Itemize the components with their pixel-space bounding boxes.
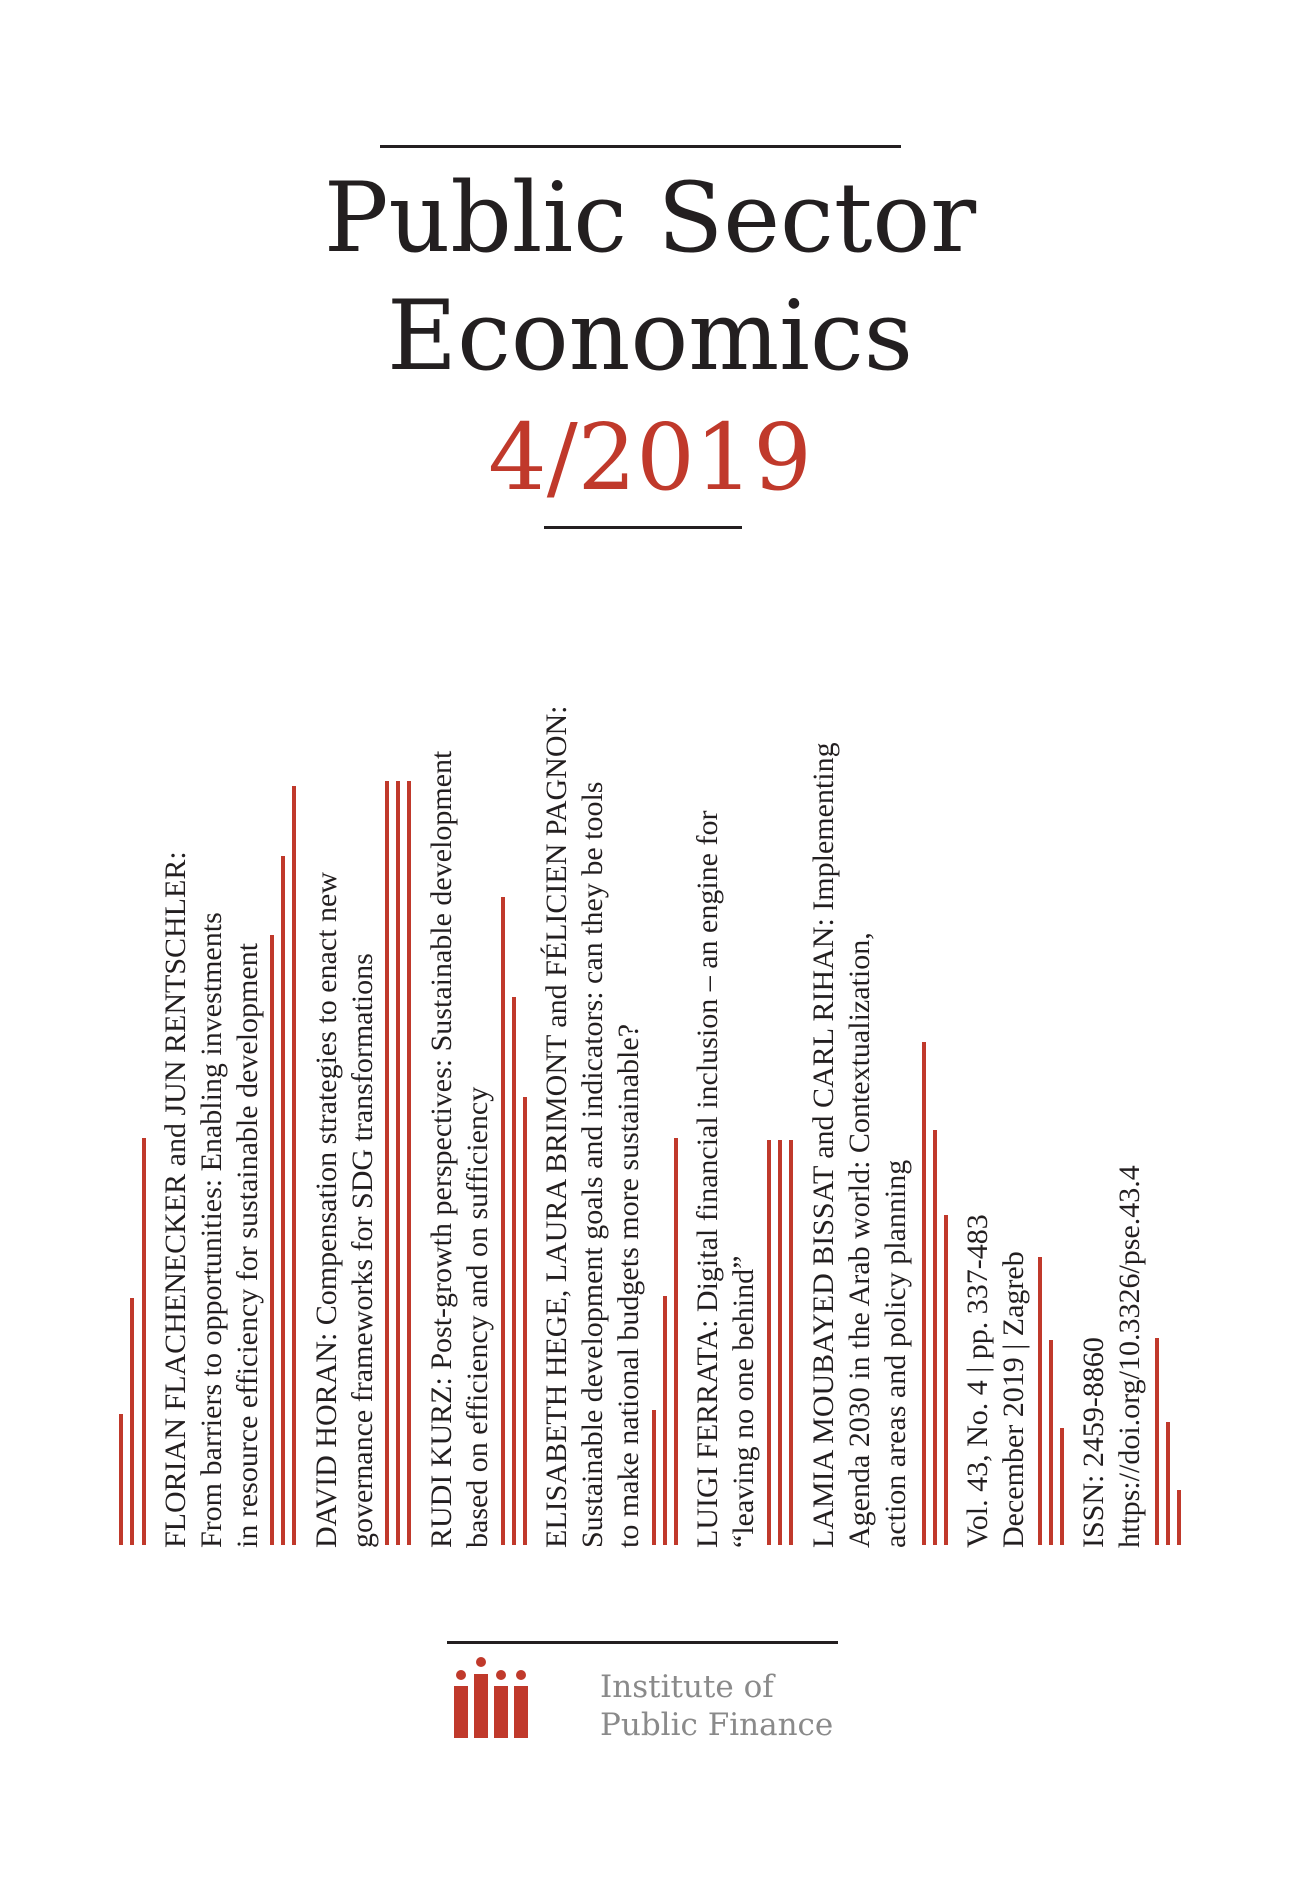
issue-info-line-1: Vol. 43, No. 4 | pp. 337-483 bbox=[961, 1214, 994, 1548]
bar bbox=[778, 1140, 782, 1545]
bar bbox=[1166, 1422, 1170, 1545]
publisher-name-line1: Institute of bbox=[600, 1669, 774, 1705]
bar bbox=[944, 1215, 948, 1545]
bar bbox=[933, 1130, 937, 1545]
logo-bar bbox=[514, 1686, 528, 1738]
article-5-line-2: “leaving no one behind” bbox=[727, 1255, 760, 1548]
logo-bar bbox=[494, 1686, 508, 1738]
issue-number: 4/2019 bbox=[488, 404, 812, 511]
doi-link: https://doi.org/10.3326/pse.43.4 bbox=[1113, 1165, 1146, 1548]
bar bbox=[652, 1410, 656, 1545]
article-4-line-2: Sustainable development goals and indicators: can they be tools bbox=[576, 781, 609, 1548]
bar bbox=[385, 781, 389, 1545]
article-4-line-1: ELISABETH HEGE, LAURA BRIMONT and FÉLICIEN PAGNON: bbox=[540, 705, 573, 1548]
bar bbox=[407, 781, 411, 1545]
issue-info-line-2: December 2019 | Zagreb bbox=[997, 1251, 1030, 1548]
bar bbox=[922, 1042, 926, 1545]
bar bbox=[1038, 1257, 1042, 1545]
article-4 bbox=[539, 706, 647, 1549]
article-6 bbox=[806, 742, 914, 1548]
bar bbox=[674, 1138, 678, 1545]
bar bbox=[501, 897, 505, 1545]
logo-dot bbox=[496, 1670, 506, 1680]
logo-dot bbox=[516, 1670, 526, 1680]
article-2-line-2: governance frameworks for SDG transformations bbox=[346, 953, 379, 1548]
article-2 bbox=[309, 872, 381, 1548]
bar bbox=[1049, 1340, 1053, 1545]
bar bbox=[1155, 1338, 1159, 1545]
issue-rule bbox=[544, 526, 742, 529]
article-3 bbox=[424, 751, 496, 1548]
logo-dot bbox=[476, 1657, 486, 1667]
bar bbox=[1060, 1428, 1064, 1545]
bar bbox=[396, 781, 400, 1545]
bar bbox=[281, 856, 285, 1545]
logo-bar bbox=[454, 1686, 468, 1738]
bar bbox=[789, 1140, 793, 1545]
journal-title-line1: Public Sector bbox=[323, 162, 977, 274]
bottom-rule bbox=[447, 1641, 838, 1644]
logo-bar bbox=[474, 1674, 488, 1738]
article-1-line-1: FLORIAN FLACHENECKER and JUN RENTSCHLER: bbox=[159, 851, 192, 1548]
bar bbox=[663, 1296, 667, 1545]
publisher-name-line2: Public Finance bbox=[600, 1707, 834, 1743]
logo-dot bbox=[456, 1670, 466, 1680]
article-3-line-2: based on efficiency and on sufficiency bbox=[461, 1086, 494, 1548]
bar bbox=[523, 1097, 527, 1545]
article-6-line-1: LAMIA MOUBAYED BISSAT and CARL RIHAN: Implementing bbox=[807, 742, 840, 1548]
bar bbox=[292, 786, 296, 1545]
bar bbox=[130, 1298, 134, 1545]
bar bbox=[270, 935, 274, 1545]
bar bbox=[142, 1138, 146, 1545]
article-5 bbox=[690, 811, 762, 1548]
article-4-line-3: to make national budgets more sustainable? bbox=[612, 1023, 645, 1548]
article-5-line-1: LUIGI FERRATA: Digital financial inclusion – an engine for bbox=[691, 810, 724, 1548]
article-1 bbox=[158, 851, 266, 1548]
journal-title-line2: Economics bbox=[386, 280, 914, 392]
bar bbox=[1177, 1490, 1181, 1545]
article-6-line-3: action areas and policy planning bbox=[879, 1159, 912, 1548]
article-2-line-1: DAVID HORAN: Compensation strategies to enact new bbox=[310, 871, 343, 1548]
article-6-line-2: Agenda 2030 in the Arab world: Contextualization, bbox=[843, 932, 876, 1548]
bar bbox=[119, 1414, 123, 1545]
bar bbox=[512, 997, 516, 1545]
article-3-line-1: RUDI KURZ: Post-growth perspectives: Sustainable development bbox=[425, 750, 458, 1548]
identifiers bbox=[1076, 1165, 1148, 1548]
bar bbox=[767, 1140, 771, 1545]
top-rule bbox=[380, 145, 901, 148]
article-1-line-3: in resource efficiency for sustainable development bbox=[231, 942, 264, 1548]
article-1-line-2: From barriers to opportunities: Enabling investments bbox=[195, 912, 228, 1548]
issn: ISSN: 2459-8860 bbox=[1077, 1337, 1110, 1548]
issue-info bbox=[960, 1214, 1032, 1548]
